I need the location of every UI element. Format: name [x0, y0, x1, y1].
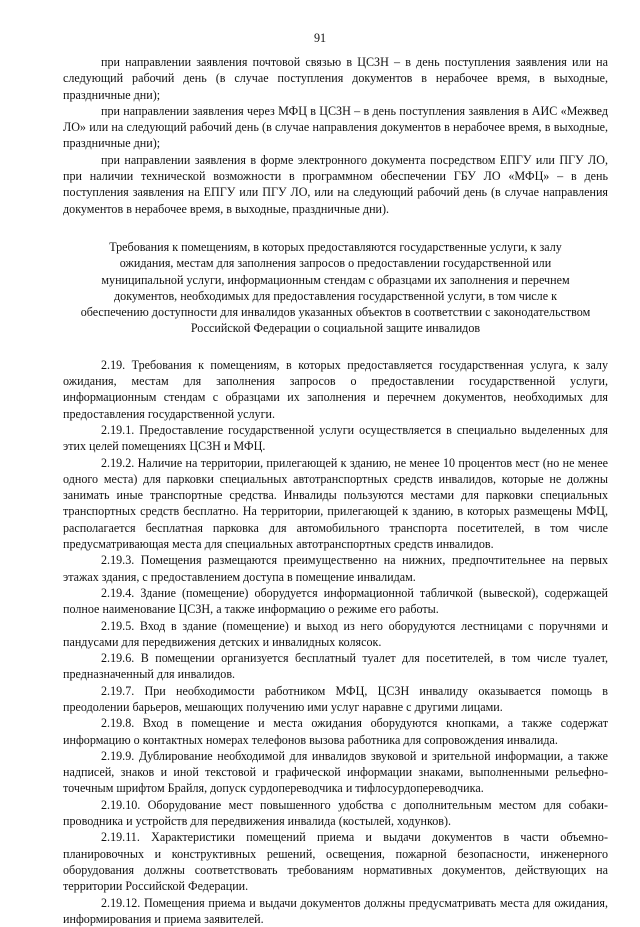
section-heading-line: Российской Федерации о социальной защите инвалидов [190, 321, 481, 336]
section-heading [63, 239, 608, 337]
clause-paragraph: 2.19.8. Вход в помещение и места ожидания оборудуются кнопками, а также содержат информацию о контактных номерах телефонов вызова работника для сопровождения инвалида. [63, 716, 608, 747]
clause-paragraph: 2.19.6. В помещении организуется бесплатный туалет для посетителей, в том числе туалет, предназначенный для инвалидов. [63, 651, 608, 682]
clause-paragraph: 2.19.1. Предоставление государственной услуги осуществляется в специально выделенных для этих целей помещениях ЦСЗН и МФЦ. [63, 422, 608, 454]
section-heading-line: ожидания, местам для заполнения запросов о предоставлении государственной или [119, 256, 552, 271]
section-heading-line: обеспечению доступности для инвалидов указанных объектов в соответствии с законодательством [80, 305, 591, 320]
section-heading-line: документов, необходимых для предоставления государственной услуги, в том числе к [114, 288, 557, 303]
intro-paragraph: при направлении заявления почтовой связью в ЦСЗН – в день поступления заявления или на следующий рабочий день (в случае поступления документов в нерабочее время, в выходные, праздничные дни); [63, 55, 608, 102]
section-heading-line: муниципальной услуги, информационным стендам с образцами их заполнения и перечнем [101, 272, 570, 287]
intro-paragraph: при направлении заявления через МФЦ в ЦСЗН – в день поступления заявления в АИС «Межвед ЛО» или на следующий рабочий день (в случае направления документов в нерабочее время, в выходные, праздничные дни); [63, 103, 608, 151]
clause-paragraph: 2.19.5. Вход в здание (помещение) и выход из него оборудуются лестницами с поручнями и пандусами для передвижения детских и инвалидных колясок. [63, 618, 608, 649]
clause-paragraph: 2.19.3. Помещения размещаются преимущественно на нижних, предпочтительнее на первых этажах здания, с предоставлением доступа в помещение инвалидам. [63, 553, 608, 584]
intro-paragraph: при направлении заявления в форме электронного документа посредством ЕПГУ или ПГУ ЛО, при наличии технической возможности в программном обеспечении ГБУ ЛО «МФЦ» – в день поступления заявления на ЕПГУ или ПГУ ЛО, или на следующий рабочий день (в случае направления документов в нерабочее время, в выходные, праздничные дни). [63, 152, 608, 216]
clause-paragraph: 2.19. Требования к помещениям, в которых предоставляется государственная услуга, к залу ожидания, местам для заполнения запросов о предоставлении государственной услуги, информационным стендам с образцами их заполнения и перечнем документов, необходимых для предоставления государственной услуги. [63, 357, 608, 421]
page-number: 91 [313, 31, 327, 45]
clause-paragraph: 2.19.4. Здание (помещение) оборудуется информационной табличкой (вывеской), содержащей полное наименование ЦСЗН, а также информацию о режиме его работы. [63, 585, 608, 617]
section-heading-line: Требования к помещениям, в которых предоставляются государственные услуги, к залу [109, 239, 562, 254]
clause-paragraph: 2.19.12. Помещения приема и выдачи документов должны предусматривать места для ожидания, информирования и приема заявителей. [63, 895, 608, 926]
clause-paragraph: 2.19.9. Дублирование необходимой для инвалидов звуковой и зрительной информации, а также надписей, знаков и иной текстовой и графической информации знаками, выполненными рельефно-точечным шрифтом Брайля, допуск сурдопереводчика и тифлосурдопереводчика. [63, 748, 608, 796]
clause-paragraph: 2.19.11. Характеристики помещений приема и выдачи документов в части объемно-планировочных и конструктивных решений, освещения, пожарной безопасности, инженерного оборудования должны соответствовать требованиям нормативных документов, действующих на территории Российской Федерации. [63, 830, 608, 894]
document-body [63, 54, 608, 927]
clause-paragraph: 2.19.2. Наличие на территории, прилегающей к зданию, не менее 10 процентов мест (но не менее одного места) для парковки специальных автотранспортных средств инвалидов, которые не должны занимать иные транспортные средства. Инвалиды пользуются местами для парковки специальных транспортных средств бесплатно. На территории, прилегающей к зданию, в которых размещены МФЦ, располагается бесплатная парковка для автомобильного транспорта посетителей, в том числе предусматривающая места для специальных автотранспортных средств инвалидов. [63, 455, 608, 552]
clause-paragraph: 2.19.7. При необходимости работником МФЦ, ЦСЗН инвалиду оказывается помощь в преодолении барьеров, мешающих получению ими услуг наравне с другими лицами. [63, 683, 608, 714]
clause-paragraph: 2.19.10. Оборудование мест повышенного удобства с дополнительным местом для собаки-проводника и устройств для передвижения инвалида (костылей, ходунков). [63, 797, 608, 829]
